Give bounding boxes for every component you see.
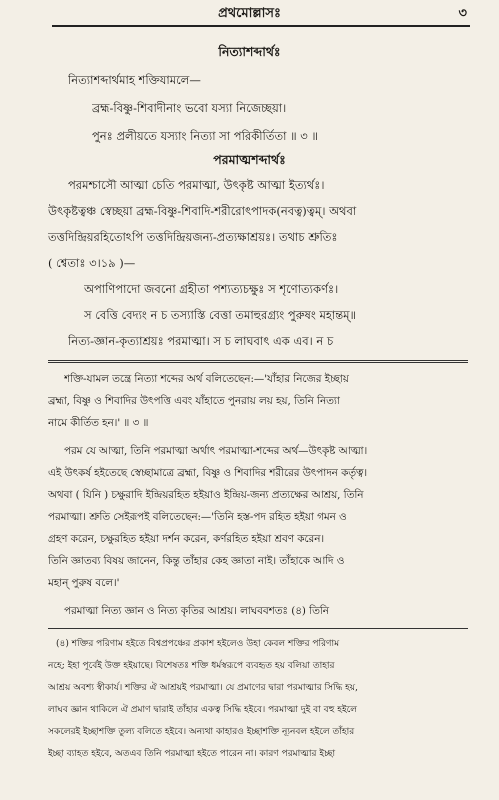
translation-line: তিনি জ্ঞাতব্য বিষয় জানেন, কিন্তু তাঁহার কেহ জ্ঞাতা নাই। তাঁহাকে আদি ও <box>48 555 345 567</box>
footnote-line: আশ্রয় অবশ্য স্বীকার্য। শক্তির ঐ আশ্রয়ই পরমাত্মা। যে প্রমাণের দ্বারা পরমাত্মার সিদ্ধি হয়, <box>48 683 358 693</box>
translation-line: অথবা ( যিনি ) চক্ষুরাদি ইন্দ্রিয়রহিত হইয়াও ইন্দ্রিয়-জন্য প্রত্যক্ষের আশ্রয়, তিনি <box>48 489 364 501</box>
translation-line: গ্রহণ করেন, চক্ষুরহিত হইয়া দর্শন করেন, কর্ণরহিত হইয়া শ্রবণ করেন। <box>48 533 325 545</box>
translation-line: শক্তি-যামল তন্ত্রে নিত্যা শব্দের অর্থ বলিতেছেন:—'যাঁহার নিজের ইচ্ছায় <box>64 373 349 385</box>
translation-line: পরমাত্মা। শ্রুতি সেইরূপই বলিতেছেন:—'তিনি হস্ত-পদ রহিত হইয়া গমন ও <box>48 511 347 523</box>
sanskrit-line: উৎকৃষ্টত্বঞ্চ স্বেচ্ছয়া ব্রহ্ম-বিষ্ণু-শিবাদি-শরীরোৎপাদক(নবত্ব)ত্বম্। অথবা <box>48 204 357 218</box>
translation-line: নামে কীর্তিত হন।' ॥ ৩ ॥ <box>48 417 149 429</box>
footnote-line: (৪) শক্তির পরিণাম হইতে বিশ্বপ্রপঞ্চের প্রকাশ হইলেও উহা কেবল শক্তির পরিণাম <box>56 639 340 649</box>
translation-line: ব্রহ্মা, বিষ্ণু ও শিবাদির উৎপত্তি এবং যাঁহাতে পুনরায় লয় হয়, তিনি নিত্যা <box>48 395 340 407</box>
section-heading-nitya: নিত্যাশব্দার্থঃ <box>218 44 281 59</box>
sanskrit-line: তত্তদিন্দ্রিয়রহিতোঽপি তত্তদিন্দ্রিয়জন্য-প্রত্যক্ষাশ্রয়ঃ। তথাচ শ্রুতিঃ <box>48 230 338 244</box>
sanskrit-line: পরমশ্চাসৌ আত্মা চেতি পরমাত্মা, উৎকৃষ্ট আত্মা ইত্যর্থঃ। <box>68 178 325 192</box>
running-header-title: প্রথমোল্লাসঃ <box>218 6 281 21</box>
translation-line: মহান্ পুরুষ বলে।' <box>48 577 120 589</box>
section-divider <box>48 360 468 363</box>
translation-line: পরম যে আত্মা, তিনি পরমাত্মা অর্থাৎ পরমাত্মা-শব্দের অর্থ—উৎকৃষ্ট আত্মা। <box>64 445 368 457</box>
footnote-line: নহে; ইহা পূর্বেই উক্ত হইয়াছে। বিশেষতঃ শক্তি ধর্মস্বরূপে ব্যবহৃত হয় বলিয়া তাহার <box>48 661 335 671</box>
verse-line: অপাণিপাদো জবনো গ্রহীতা পশ্যত্যচক্ষুঃ স শৃণোত্যকর্ণঃ। <box>84 282 339 296</box>
translation-line: এই উৎকর্ষ হইতেছে স্বেচ্ছামাত্রে ব্রহ্মা, বিষ্ণু ও শিবাদির শরীরের উৎপাদন কর্তৃত্ব। <box>48 467 368 479</box>
verse-line: স বেত্তি বেদ্যং ন চ তস্যাস্তি বেত্তা তমাহুরগ্র্যং পুরুষং মহান্তম্॥ <box>84 308 357 322</box>
section-heading-paramatma: পরমাত্মশব্দার্থঃ <box>213 152 286 167</box>
header-rule <box>52 25 470 27</box>
sanskrit-line: ( শ্বেতাঃ ৩।১৯ )— <box>48 256 136 270</box>
verse-line: পুনঃ প্রলীয়তে যস্যাং নিত্যা সা পরিকীর্তিতা ॥ ৩ ॥ <box>92 129 318 143</box>
translation-line: পরমাত্মা নিত্য জ্ঞান ও নিত্য কৃতির আশ্রয়। লাঘববশতঃ (৪) তিনি <box>64 605 329 617</box>
page-number: ৩ <box>458 6 467 21</box>
verse-line: ব্রহ্ম-বিষ্ণু-শিবাদীনাং ভবো যস্যা নিজেচ্ছয়া। <box>92 101 287 115</box>
sanskrit-line: নিত্যাশব্দার্থমাহ শক্তিযামলে— <box>68 73 201 87</box>
footnote-divider <box>48 628 468 629</box>
footnote-line: লাঘব জ্ঞান থাকিলে ঐ প্রমাণ দ্বারাই তাঁহার একত্ব সিদ্ধি হইবে। পরমাত্মা দুই বা বহু হইলে <box>48 705 357 715</box>
sanskrit-line: নিত্য-জ্ঞান-কৃত্যাশ্রয়ঃ পরমাত্মা। স চ লাঘবাৎ এক এব। ন চ <box>68 334 334 348</box>
footnote-line: সকলেরই ইচ্ছাশক্তি তুল্য বলিতে হইবে। অন্যথা কাহারও ইচ্ছাশক্তি ন্যূনবল হইলে তাঁহার <box>48 727 355 737</box>
footnote-line: ইচ্ছা ব্যাহত হইবে, অতএব তিনি পরমাত্মা হইতে পারেন না। কারণ পরমাত্মার ইচ্ছা <box>48 749 336 759</box>
